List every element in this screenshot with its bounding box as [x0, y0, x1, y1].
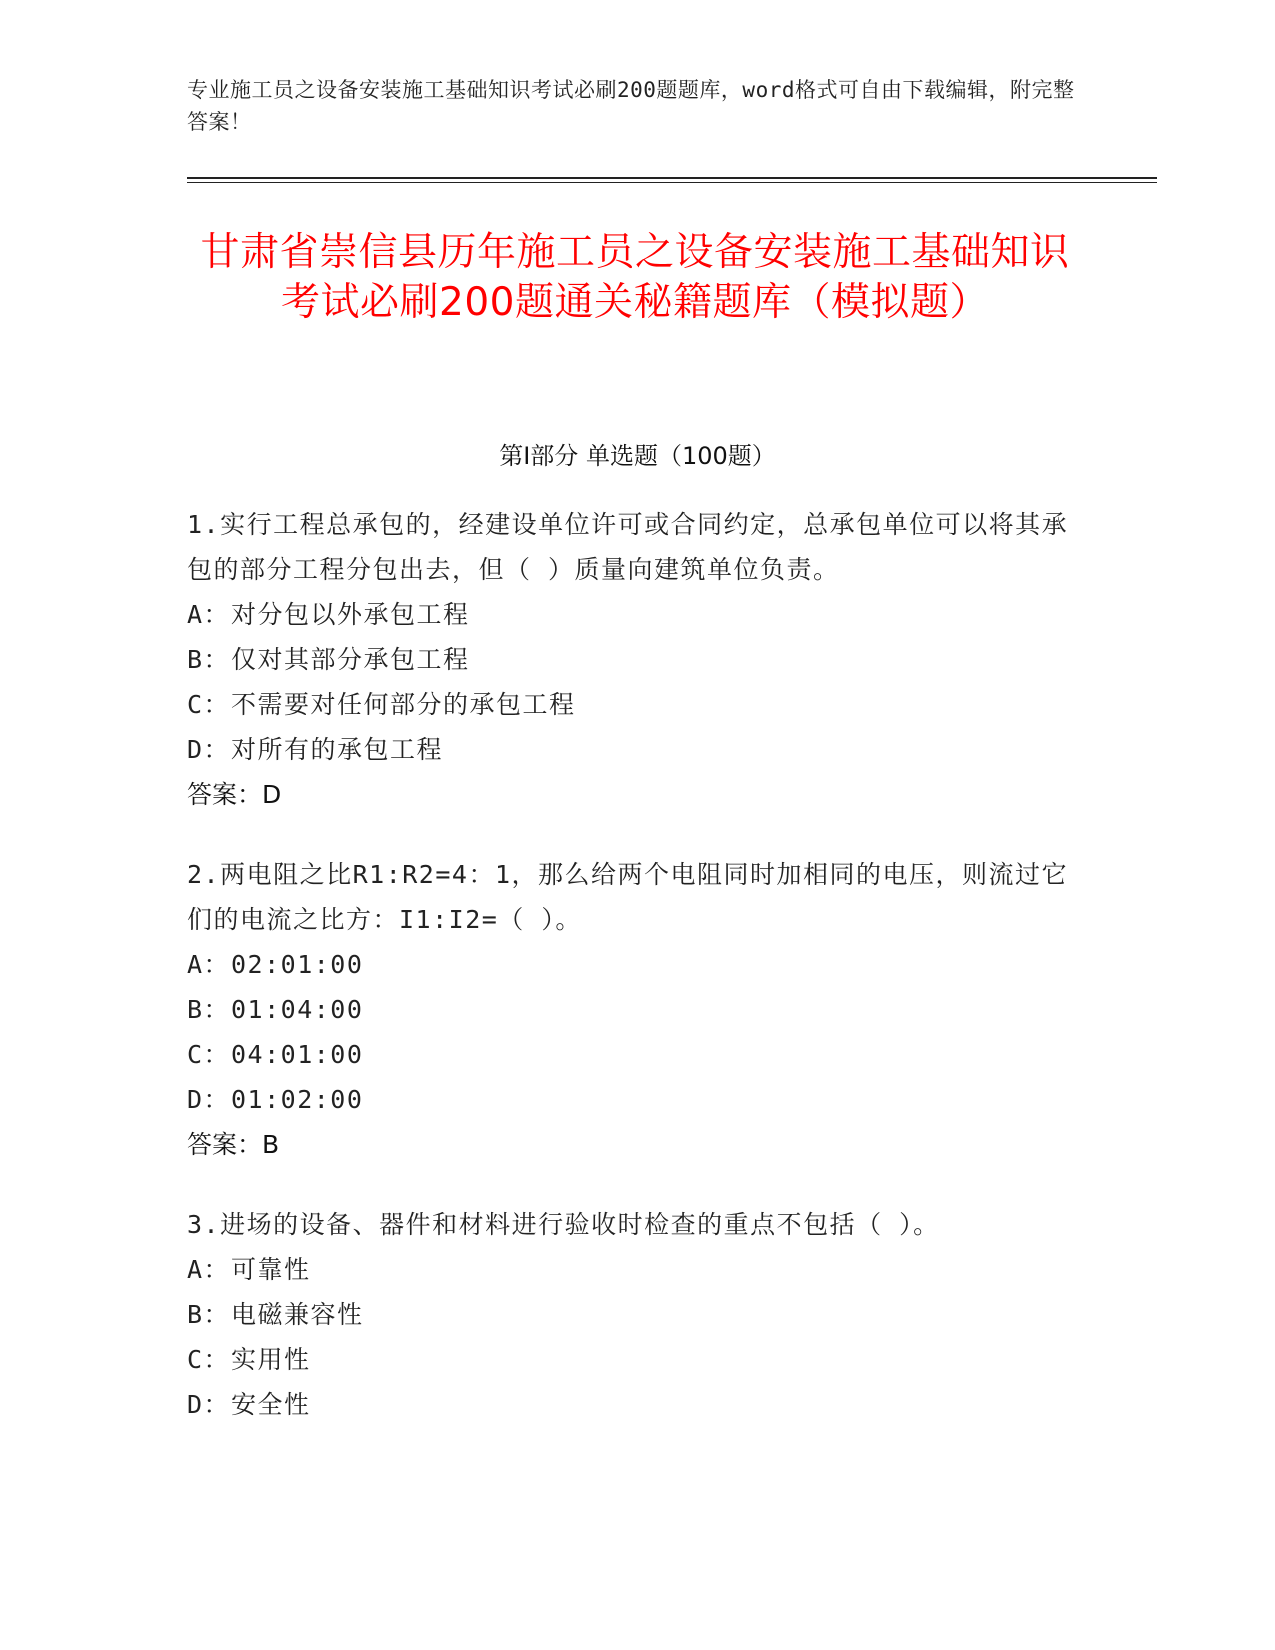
option-b — [187, 1292, 1077, 1337]
header-note: 专业施工员之设备安装施工基础知识考试必刷200题题库，word格式可自由下载编辑，附完整答案！ — [187, 78, 1075, 134]
option-c — [187, 1337, 1077, 1382]
option-b — [187, 637, 1077, 682]
option-text: 安全性 — [231, 1390, 311, 1419]
option-key: C： — [187, 1040, 231, 1069]
question-stem: 1.实行工程总承包的，经建设单位许可或合同约定，总承包单位可以将其承包的部分工程分包出去，但（ ）质量向建筑单位负责。 — [187, 510, 1069, 584]
option-key: A： — [187, 950, 231, 979]
option-text: 对所有的承包工程 — [231, 735, 444, 764]
option-key: D： — [187, 735, 231, 764]
option-a — [187, 592, 1077, 637]
option-text: 对分包以外承包工程 — [231, 600, 470, 629]
question-stem: 3.进场的设备、器件和材料进行验收时检查的重点不包括（ ）。 — [187, 1210, 940, 1239]
option-text: 02:01:00 — [231, 950, 364, 979]
option-text: 01:02:00 — [231, 1085, 364, 1114]
option-d — [187, 1382, 1077, 1427]
question-3 — [187, 1202, 1077, 1427]
option-text: 仅对其部分承包工程 — [231, 645, 470, 674]
answer-line: 答案：B — [187, 1130, 280, 1159]
option-key: A： — [187, 1255, 231, 1284]
answer-line: 答案：D — [187, 780, 282, 809]
option-key: B： — [187, 1300, 231, 1329]
header-rule-thin — [187, 182, 1157, 183]
option-a — [187, 1247, 1077, 1292]
option-text: 可靠性 — [231, 1255, 311, 1284]
option-text: 01:04:00 — [231, 995, 364, 1024]
header-rule-thick — [187, 177, 1157, 179]
option-key: C： — [187, 690, 231, 719]
question-2 — [187, 852, 1077, 1167]
option-text: 不需要对任何部分的承包工程 — [231, 690, 576, 719]
option-key: B： — [187, 645, 231, 674]
question-1 — [187, 502, 1077, 817]
option-c — [187, 682, 1077, 727]
option-key: A： — [187, 600, 231, 629]
option-key: D： — [187, 1390, 231, 1419]
option-d — [187, 1077, 1077, 1122]
document-title: 甘肃省崇信县历年施工员之设备安装施工基础知识考试必刷200题通关秘籍题库（模拟题） — [200, 230, 1070, 325]
option-text: 04:01:00 — [231, 1040, 364, 1069]
option-d — [187, 727, 1077, 772]
question-stem: 2.两电阻之比R1:R2=4：1，那么给两个电阻同时加相同的电压，则流过它们的电流之比方：I1:I2=（ ）。 — [187, 860, 1069, 934]
option-text: 电磁兼容性 — [231, 1300, 364, 1329]
option-key: D： — [187, 1085, 231, 1114]
option-text: 实用性 — [231, 1345, 311, 1374]
option-a — [187, 942, 1077, 987]
option-c — [187, 1032, 1077, 1077]
option-b — [187, 987, 1077, 1032]
option-key: C： — [187, 1345, 231, 1374]
option-key: B： — [187, 995, 231, 1024]
section-title: 第I部分 单选题（100题） — [499, 442, 776, 470]
